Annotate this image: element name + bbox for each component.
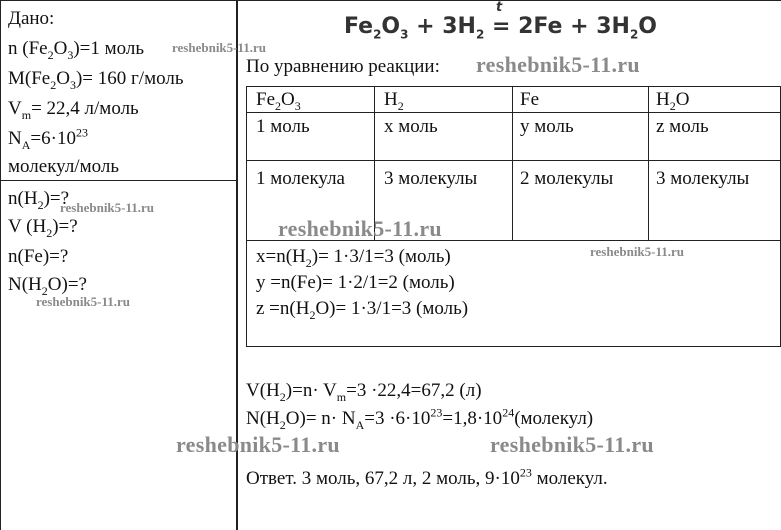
by-equation-label: По уравнению реакции:	[246, 56, 440, 77]
watermark: reshebnik5-11.ru	[60, 200, 155, 215]
reaction-arrow: t =	[492, 0, 511, 39]
table-cell-molecules-fe: 2 молекулы	[520, 168, 614, 189]
answer-line: Ответ. 3 моль, 67,2 л, 2 моль, $9\cdot 10^{23}$ молекул.	[246, 465, 608, 489]
given-header: Дано:	[8, 8, 55, 29]
given-avogadro: $N_A=6\cdot 10^{23}$	[8, 125, 88, 152]
table-col-3	[648, 86, 649, 240]
find-N-h2o: $N(H_2O)=$?	[8, 274, 87, 298]
calc-y: y =n(Fe)= 1·2/1=2 (моль)	[256, 272, 455, 293]
table-cell-molecules-h2: 3 молекулы	[384, 168, 478, 189]
table-line-bottom	[246, 346, 781, 347]
reaction-equation: $Fe_2O_3 + 3H_2$ t = $2Fe + 3H_2O$	[344, 0, 657, 42]
table-cell-mol-h2: x моль	[384, 116, 438, 137]
watermark: reshebnik5-11.ru	[476, 52, 640, 77]
table-cell-molecules-h2o: 3 молекулы	[656, 168, 750, 189]
table-line-row1	[246, 160, 781, 161]
given-molar-mass: $M(Fe_2O_3)= 160$ г/моль	[8, 68, 184, 92]
watermark: reshebnik5-11.ru	[36, 294, 131, 309]
outer-border-top	[0, 0, 781, 1]
find-n-fe: n(Fe)=?	[8, 246, 69, 267]
table-cell-molecules-fe2o3: 1 молекула	[256, 168, 345, 189]
table-header-h2o: $H_2O$	[656, 89, 690, 113]
find-n-h2: $n(H_2)=$?	[8, 188, 70, 212]
table-header-fe2o3: $Fe_2O_3$	[256, 89, 301, 113]
watermark: reshebnik5-11.ru	[172, 40, 267, 55]
watermark: reshebnik5-11.ru	[278, 216, 442, 241]
watermark: reshebnik5-11.ru	[590, 244, 685, 259]
table-cell-mol-h2o: z моль	[656, 116, 709, 137]
table-line-header	[246, 112, 781, 113]
watermark: reshebnik5-11.ru	[490, 432, 654, 457]
result-molecules: $N(H_2O)= n\cdot N_A=3$ $\cdot 6\cdot 10^{23}=1,8\cdot 10^{24}(молекул)$	[246, 405, 594, 432]
table-col-2	[512, 86, 513, 240]
table-line-top	[246, 86, 781, 87]
table-col-0	[246, 86, 247, 346]
given-molar-volume: $V_m= 22,4$ л/моль	[8, 98, 139, 122]
table-cell-mol-fe2o3: 1 моль	[256, 116, 310, 137]
find-v-h2: V $(H_2)=$?	[8, 216, 78, 240]
given-avogadro-unit: молекул/моль	[8, 156, 119, 177]
arrow-condition-label: t	[496, 0, 503, 15]
outer-border-left	[0, 0, 1, 530]
table-cell-mol-fe: y моль	[520, 116, 574, 137]
watermark: reshebnik5-11.ru	[176, 432, 340, 457]
result-volume: $V(H_2)=n\cdot V_m=3 \cdot 22,4=67,2$ (л)	[246, 380, 482, 404]
given-n-fe2o3: n $(Fe_2O_3)=1$ моль	[8, 38, 145, 62]
calc-x: $x=n(H_2)= 1\cdot 3/1=3$ (моль)	[256, 246, 451, 270]
given-find-divider	[0, 180, 237, 181]
table-header-fe: Fe	[520, 89, 539, 110]
calc-z: $z =n(H_2O)= 1\cdot 3/1=3$ (моль)	[256, 298, 469, 322]
table-header-h2: $H_2$	[384, 89, 404, 113]
